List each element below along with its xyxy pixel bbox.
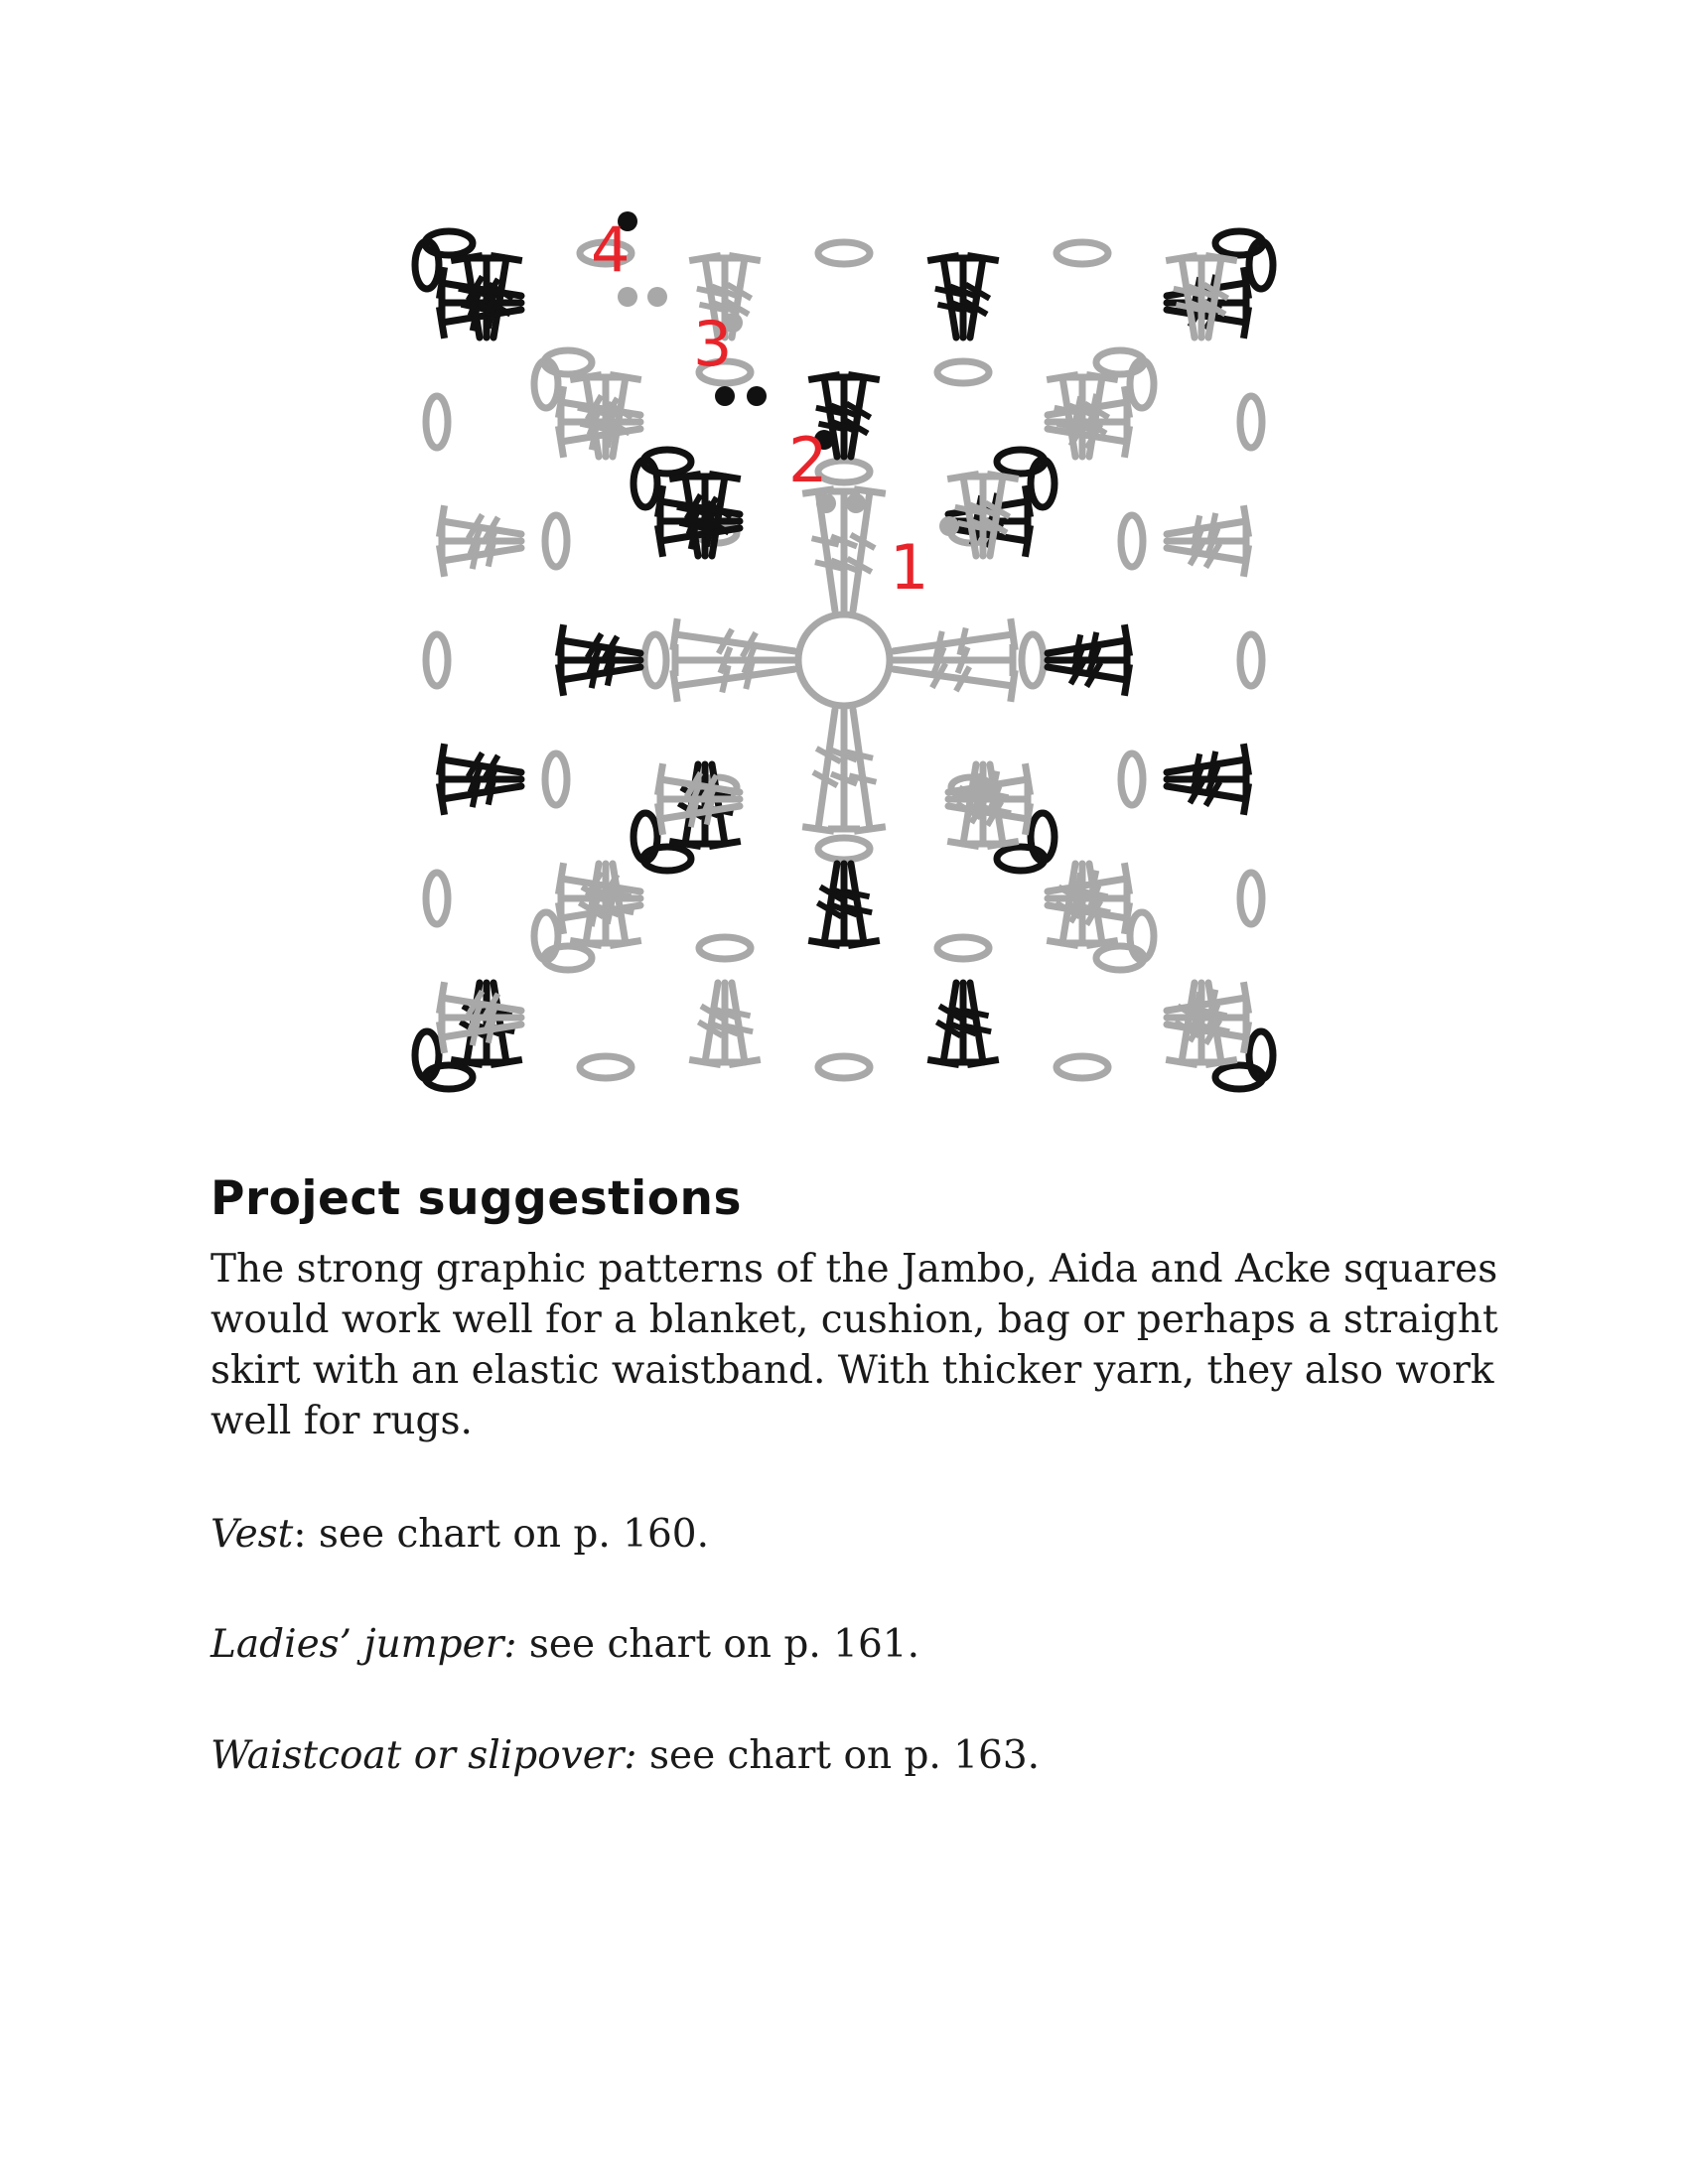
treble-stitch-symbol xyxy=(561,667,640,680)
treble-stitch-symbol xyxy=(970,983,983,1062)
chain-stitch-symbol xyxy=(1240,634,1262,686)
chain-stitch-symbol xyxy=(1056,1056,1108,1078)
round-label-3: 3 xyxy=(693,308,733,380)
round-label-2: 2 xyxy=(788,424,828,496)
chain-stitch-symbol xyxy=(818,242,870,264)
chain-stitch-symbol xyxy=(1022,634,1044,686)
stitch-top-bar xyxy=(673,618,677,650)
reference-ladies-jumper xyxy=(211,1622,919,1667)
treble-stitch-symbol xyxy=(732,983,745,1062)
reference-label: Waistcoat or slipover: xyxy=(211,1733,637,1778)
magic-ring-symbol xyxy=(798,614,890,706)
slip-stitch-symbol xyxy=(647,287,667,307)
chain-stitch-symbol xyxy=(580,1056,632,1078)
chain-stitch-symbol xyxy=(644,634,666,686)
treble-stitch-symbol xyxy=(853,710,870,829)
slip-stitch-symbol xyxy=(939,516,959,536)
stitch-top-bar xyxy=(854,489,886,493)
chain-stitch-symbol xyxy=(937,361,989,383)
treble-stitch-symbol xyxy=(442,786,521,799)
reference-waistcoat xyxy=(211,1733,1040,1778)
chain-stitch-symbol xyxy=(1240,396,1262,448)
treble-stitch-symbol xyxy=(675,669,794,686)
chain-stitch-symbol xyxy=(426,873,448,924)
treble-stitch-symbol xyxy=(894,669,1013,686)
reference-text: see chart on p. 163. xyxy=(636,1733,1041,1778)
chain-stitch-symbol xyxy=(1240,873,1262,924)
treble-stitch-symbol xyxy=(851,864,864,943)
treble-stitch-symbol xyxy=(943,258,956,338)
slip-stitch-symbol xyxy=(816,493,836,513)
stitch-top-bar xyxy=(802,827,834,831)
chain-stitch-symbol xyxy=(699,937,751,959)
chain-stitch-symbol xyxy=(818,1056,870,1078)
treble-stitch-symbol xyxy=(1167,759,1246,772)
reference-text: see chart on p. 161. xyxy=(516,1622,919,1667)
chain-stitch-symbol xyxy=(545,515,567,567)
reference-vest xyxy=(211,1512,709,1557)
section-heading: Project suggestions xyxy=(211,1171,742,1226)
treble-stitch-symbol xyxy=(1048,640,1127,653)
treble-stitch-symbol xyxy=(442,548,521,561)
treble-stitch-symbol xyxy=(675,634,794,651)
chain-stitch-symbol xyxy=(426,634,448,686)
slip-stitch-symbol xyxy=(715,386,735,406)
slip-stitch-symbol xyxy=(747,386,767,406)
treble-stitch-symbol xyxy=(894,634,1013,651)
crochet-stitch-symbols xyxy=(415,211,1273,1089)
chain-stitch-symbol xyxy=(426,396,448,448)
reference-label: Vest xyxy=(211,1512,294,1557)
round-label-4: 4 xyxy=(591,213,631,286)
reference-label: Ladies’ jumper: xyxy=(211,1622,517,1667)
slip-stitch-symbol xyxy=(618,287,637,307)
treble-stitch-symbol xyxy=(818,710,835,829)
intro-paragraph: The strong graphic patterns of the Jambo, Aida and Acke squares would work well for a blanket, cushion, bag or perhaps a straight skirt with an elastic waistband. With thicker yarn, they also work well for rugs. xyxy=(211,1247,1498,1443)
chain-stitch-symbol xyxy=(545,753,567,805)
stitch-top-bar xyxy=(1011,670,1015,702)
chain-stitch-symbol xyxy=(818,838,870,860)
chain-stitch-symbol xyxy=(937,937,989,959)
round-label-1: 1 xyxy=(890,531,929,604)
treble-stitch-symbol xyxy=(1167,521,1246,534)
chain-stitch-symbol xyxy=(1121,753,1143,805)
reference-text: : see chart on p. 160. xyxy=(293,1512,709,1557)
crochet-chart-jambo-square xyxy=(367,184,1321,1137)
chain-stitch-symbol xyxy=(1056,242,1108,264)
chain-stitch-symbol xyxy=(1121,515,1143,567)
slip-stitch-symbol xyxy=(846,493,866,513)
